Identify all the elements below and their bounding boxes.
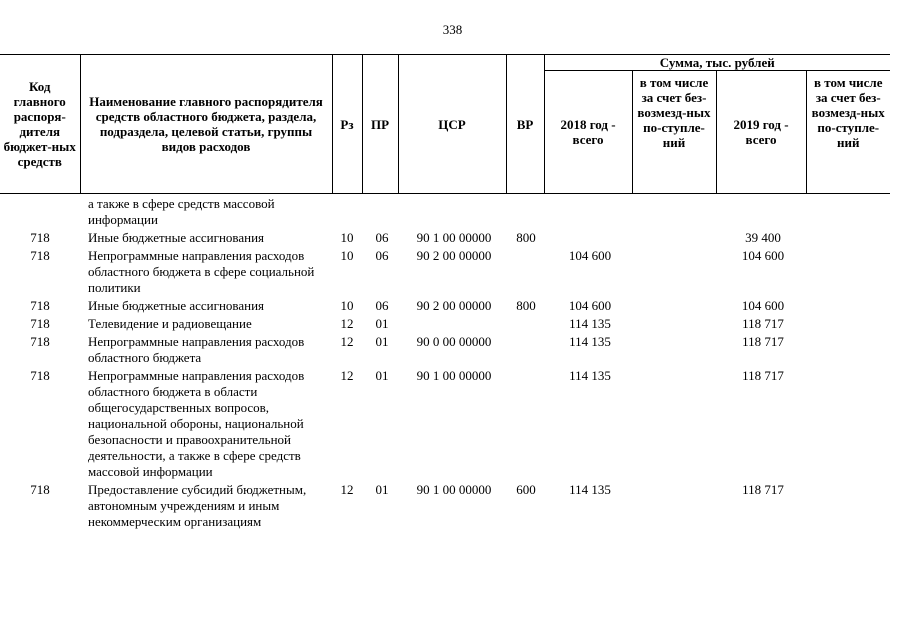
table-header bbox=[0, 54, 890, 194]
row-pr: 06 bbox=[375, 248, 389, 263]
row-name: а также в сфере средств массовой информации bbox=[88, 196, 275, 227]
row-csr: 90 0 00 00000 bbox=[416, 334, 492, 349]
row-vr bbox=[508, 334, 544, 368]
row-2018-total: 114 135 bbox=[569, 368, 611, 383]
row-name: Предоставление субсидий бюджетным, автономным учреждениям и иным некоммерческим организациям bbox=[88, 482, 307, 529]
row-2019-free bbox=[810, 196, 890, 230]
header-vr: ВР bbox=[506, 55, 544, 194]
row-vr: 800 bbox=[516, 230, 536, 245]
row-pr bbox=[364, 196, 400, 230]
header-code: Код главного распоря-дителя бюджет-ных средств bbox=[0, 55, 80, 194]
header-2018-free: в том числе за счет без-возмезд-ных по-ступле-ний bbox=[632, 71, 716, 194]
row-rz: 12 bbox=[340, 482, 354, 497]
row-2019-free bbox=[810, 316, 890, 334]
row-csr: 90 2 00 00000 bbox=[416, 298, 492, 313]
table-body bbox=[0, 196, 890, 532]
row-pr: 06 bbox=[375, 298, 389, 313]
row-2019-total: 118 717 bbox=[742, 482, 784, 497]
row-2018-free bbox=[636, 316, 716, 334]
row-2019-total: 39 400 bbox=[745, 230, 781, 245]
row-pr: 01 bbox=[375, 334, 389, 349]
row-2019-total: 118 717 bbox=[742, 368, 784, 383]
row-2018-total bbox=[544, 196, 636, 230]
table-row bbox=[0, 196, 890, 230]
row-code: 718 bbox=[30, 298, 50, 313]
row-2019-free bbox=[810, 482, 890, 532]
row-2019-total: 104 600 bbox=[741, 248, 785, 263]
row-pr: 01 bbox=[375, 316, 389, 331]
row-csr: 90 1 00 00000 bbox=[416, 482, 492, 497]
row-csr: 90 1 00 00000 bbox=[416, 230, 492, 245]
row-vr: 800 bbox=[516, 298, 536, 313]
row-name: Непрограммные направления расходов областного бюджета в сфере социальной политики bbox=[88, 248, 315, 295]
row-rz: 10 bbox=[340, 298, 354, 313]
row-2018-free bbox=[636, 298, 716, 316]
row-csr bbox=[400, 316, 508, 334]
table-row bbox=[0, 230, 890, 248]
row-2019-total: 118 717 bbox=[742, 334, 784, 349]
row-name: Непрограммные направления расходов областного бюджета в области общегосударственных вопросов, национальной обороны, национальной безопасности и правоохранительной деятельности, а также в сфере средств массовой информации bbox=[88, 368, 305, 479]
row-name: Телевидение и радиовещание bbox=[88, 316, 252, 331]
row-rz: 10 bbox=[340, 230, 354, 245]
row-2018-total: 114 135 bbox=[569, 334, 611, 349]
row-pr: 06 bbox=[375, 230, 389, 245]
row-2019-free bbox=[810, 230, 890, 248]
row-rz: 10 bbox=[340, 248, 354, 263]
row-2018-total bbox=[544, 230, 636, 248]
row-csr: 90 2 00 00000 bbox=[416, 248, 492, 263]
row-2018-free bbox=[636, 334, 716, 368]
row-code: 718 bbox=[30, 230, 50, 245]
row-rz: 12 bbox=[340, 334, 354, 349]
row-vr bbox=[508, 248, 544, 298]
page-number: 338 bbox=[442, 22, 463, 37]
row-code: 718 bbox=[30, 368, 50, 383]
row-pr: 01 bbox=[375, 482, 389, 497]
row-2018-free bbox=[636, 368, 716, 482]
row-code: 718 bbox=[30, 334, 50, 349]
header-2019-free: в том числе за счет без-возмезд-ных по-ступле-ний bbox=[806, 71, 890, 194]
row-vr bbox=[508, 368, 544, 482]
header-2019-total: 2019 год - всего bbox=[716, 71, 806, 194]
row-pr: 01 bbox=[375, 368, 389, 383]
table-row bbox=[0, 316, 890, 334]
table-row bbox=[0, 298, 890, 316]
header-sum: Сумма, тыс. рублей bbox=[544, 55, 890, 71]
header-csr: ЦСР bbox=[398, 55, 506, 194]
header-name: Наименование главного распорядителя средств областного бюджета, раздела, подраздела, целевой статьи, группы видов расходов bbox=[80, 55, 332, 194]
row-code: 718 bbox=[30, 482, 50, 497]
row-vr bbox=[508, 316, 544, 334]
row-rz: 12 bbox=[340, 368, 354, 383]
row-2019-total: 104 600 bbox=[741, 298, 785, 313]
header-pr: ПР bbox=[362, 55, 398, 194]
row-2018-total: 104 600 bbox=[568, 298, 612, 313]
row-2019-free bbox=[810, 248, 890, 298]
row-name: Иные бюджетные ассигнования bbox=[88, 298, 265, 313]
row-2019-total: 118 717 bbox=[742, 316, 784, 331]
row-2018-total: 114 135 bbox=[569, 482, 611, 497]
row-rz: 12 bbox=[340, 316, 354, 331]
row-2019-total bbox=[716, 196, 810, 230]
row-2019-free bbox=[810, 368, 890, 482]
header-rz: Рз bbox=[332, 55, 362, 194]
row-csr: 90 1 00 00000 bbox=[416, 368, 492, 383]
row-code: 718 bbox=[30, 316, 50, 331]
row-code bbox=[0, 196, 80, 230]
row-2018-total: 104 600 bbox=[568, 248, 612, 263]
row-2019-free bbox=[810, 334, 890, 368]
row-2019-free bbox=[810, 298, 890, 316]
row-vr: 600 bbox=[516, 482, 536, 497]
row-2018-free bbox=[636, 230, 716, 248]
row-2018-total: 114 135 bbox=[569, 316, 611, 331]
row-rz bbox=[330, 196, 364, 230]
table-row bbox=[0, 334, 890, 368]
row-2018-free bbox=[636, 248, 716, 298]
table-row bbox=[0, 368, 890, 482]
row-name: Иные бюджетные ассигнования bbox=[88, 230, 265, 245]
row-2018-free bbox=[636, 482, 716, 532]
table-row bbox=[0, 248, 890, 298]
table-row bbox=[0, 482, 890, 532]
row-csr bbox=[400, 196, 508, 230]
row-vr bbox=[508, 196, 544, 230]
row-2018-free bbox=[636, 196, 716, 230]
row-code: 718 bbox=[30, 248, 50, 263]
row-name: Непрограммные направления расходов областного бюджета bbox=[88, 334, 305, 365]
header-2018-total: 2018 год - всего bbox=[544, 71, 632, 194]
